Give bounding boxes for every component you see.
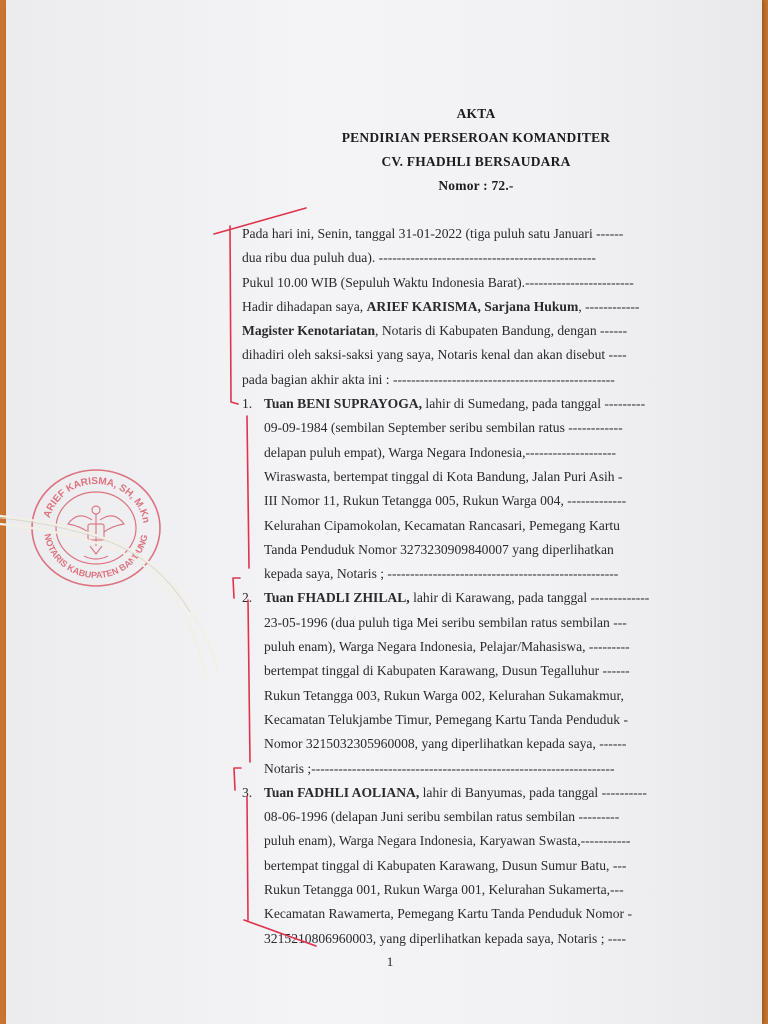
intro-line: Pada hari ini, Senin, tanggal 31-01-2022 (tiga puluh satu Januari ------: [242, 226, 624, 241]
list-number: 3.: [242, 784, 253, 800]
person-line: bertempat tinggal di Kabupaten Karawang, Dusun Sumur Batu, ---: [264, 857, 627, 873]
page-number: 1: [386, 954, 394, 969]
annotation-bracket-2: [247, 416, 249, 568]
deed-number: Nomor : 72.-: [438, 178, 514, 193]
person-line: puluh enam), Warga Negara Indonesia, Karyawan Swasta,-----------: [264, 833, 631, 849]
annotation-bracket-6: [247, 796, 248, 920]
annotation-bracket-5: [234, 768, 241, 790]
person-line: puluh enam), Warga Negara Indonesia, Pelajar/Mahasiswa, ---------: [264, 639, 630, 655]
intro-line: dihadiri oleh saksi-saksi yang saya, Notaris kenal dan akan disebut ----: [242, 347, 627, 363]
list-number: 2.: [242, 590, 253, 606]
person-line: Wiraswasta, bertempat tinggal di Kota Bandung, Jalan Puri Asih -: [264, 468, 623, 484]
person-line: Tuan FADHLI AOLIANA, lahir di Banyumas, pada tanggal ----------: [264, 784, 647, 800]
person-line: Rukun Tetangga 001, Rukun Warga 001, Kelurahan Sukamerta,---: [264, 882, 624, 898]
seal-bottom-text: NOTARIS KABUPATEN BANDUNG: [42, 532, 150, 581]
intro-line: Hadir dihadapan saya, ARIEF KARISMA, Sarjana Hukum, ------------: [242, 298, 640, 314]
person-line: Kecamatan Telukjambe Timur, Pemegang Kartu Tanda Penduduk -: [264, 711, 629, 727]
person-line: 3215210806960003, yang diperlihatkan kepada saya, Notaris ; ----: [264, 930, 627, 946]
person-line: Tuan FHADLI ZHILAL, lahir di Karawang, pada tanggal -------------: [264, 590, 650, 606]
annotation-slash-bottom: [244, 920, 316, 946]
person-line: 23-05-1996 (dua puluh tiga Mei seribu sembilan ratus sembilan ---: [264, 614, 627, 630]
person-line: 09-09-1984 (sembilan September seribu sembilan ratus ------------: [264, 420, 623, 436]
annotation-bracket-4: [248, 600, 250, 762]
list-number: 1.: [242, 396, 253, 412]
person-line: delapan puluh empat), Warga Negara Indonesia,--------------------: [264, 444, 617, 460]
person-line: Tanda Penduduk Nomor 3273230909840007 yang diperlihatkan: [264, 541, 614, 557]
person-line: bertempat tinggal di Kabupaten Karawang, Dusun Tegalluhur ------: [264, 663, 630, 679]
annotation-slash-top: [214, 208, 306, 234]
person-line: 08-06-1996 (delapan Juni seribu sembilan ratus sembilan ---------: [264, 809, 620, 825]
intro-line: Magister Kenotariatan, Notaris di Kabupaten Bandung, dengan ------: [242, 323, 628, 339]
person-line: Kelurahan Cipamokolan, Kecamatan Rancasari, Pemegang Kartu: [264, 517, 620, 533]
person-line: Tuan BENI SUPRAYOGA, lahir di Sumedang, pada tanggal ---------: [264, 396, 646, 412]
deed-type: PENDIRIAN PERSEROAN KOMANDITER: [341, 130, 611, 145]
binding-string: [0, 500, 240, 700]
annotation-bracket-1: [230, 226, 238, 404]
person-line: Rukun Tetangga 003, Rukun Warga 002, Kelurahan Sukamakmur,: [264, 687, 624, 703]
person-line: kepada saya, Notaris ; ---------------------------------------------------: [264, 566, 619, 582]
intro-line: dua ribu dua puluh dua). ------------------------------------------------: [242, 250, 596, 266]
person-line: Notaris ;-------------------------------------------------------------------: [264, 760, 615, 776]
person-line: Nomor 3215032305960008, yang diperlihatkan kepada saya, ------: [264, 736, 627, 752]
person-line: III Nomor 11, Rukun Tetangga 005, Rukun Warga 004, -------------: [264, 493, 627, 509]
intro-line: pada bagian akhir akta ini : -------------------------------------------------: [242, 371, 615, 387]
intro-line: Pukul 10.00 WIB (Sepuluh Waktu Indonesia Barat).------------------------: [242, 274, 634, 290]
person-line: Kecamatan Rawamerta, Pemegang Kartu Tanda Penduduk Nomor -: [264, 906, 632, 922]
deed-title: AKTA: [456, 106, 496, 121]
seal-top-text: ARIEF KARISMA, SH, M.Kn: [41, 475, 152, 525]
company-name: CV. FHADHLI BERSAUDARA: [381, 154, 571, 169]
